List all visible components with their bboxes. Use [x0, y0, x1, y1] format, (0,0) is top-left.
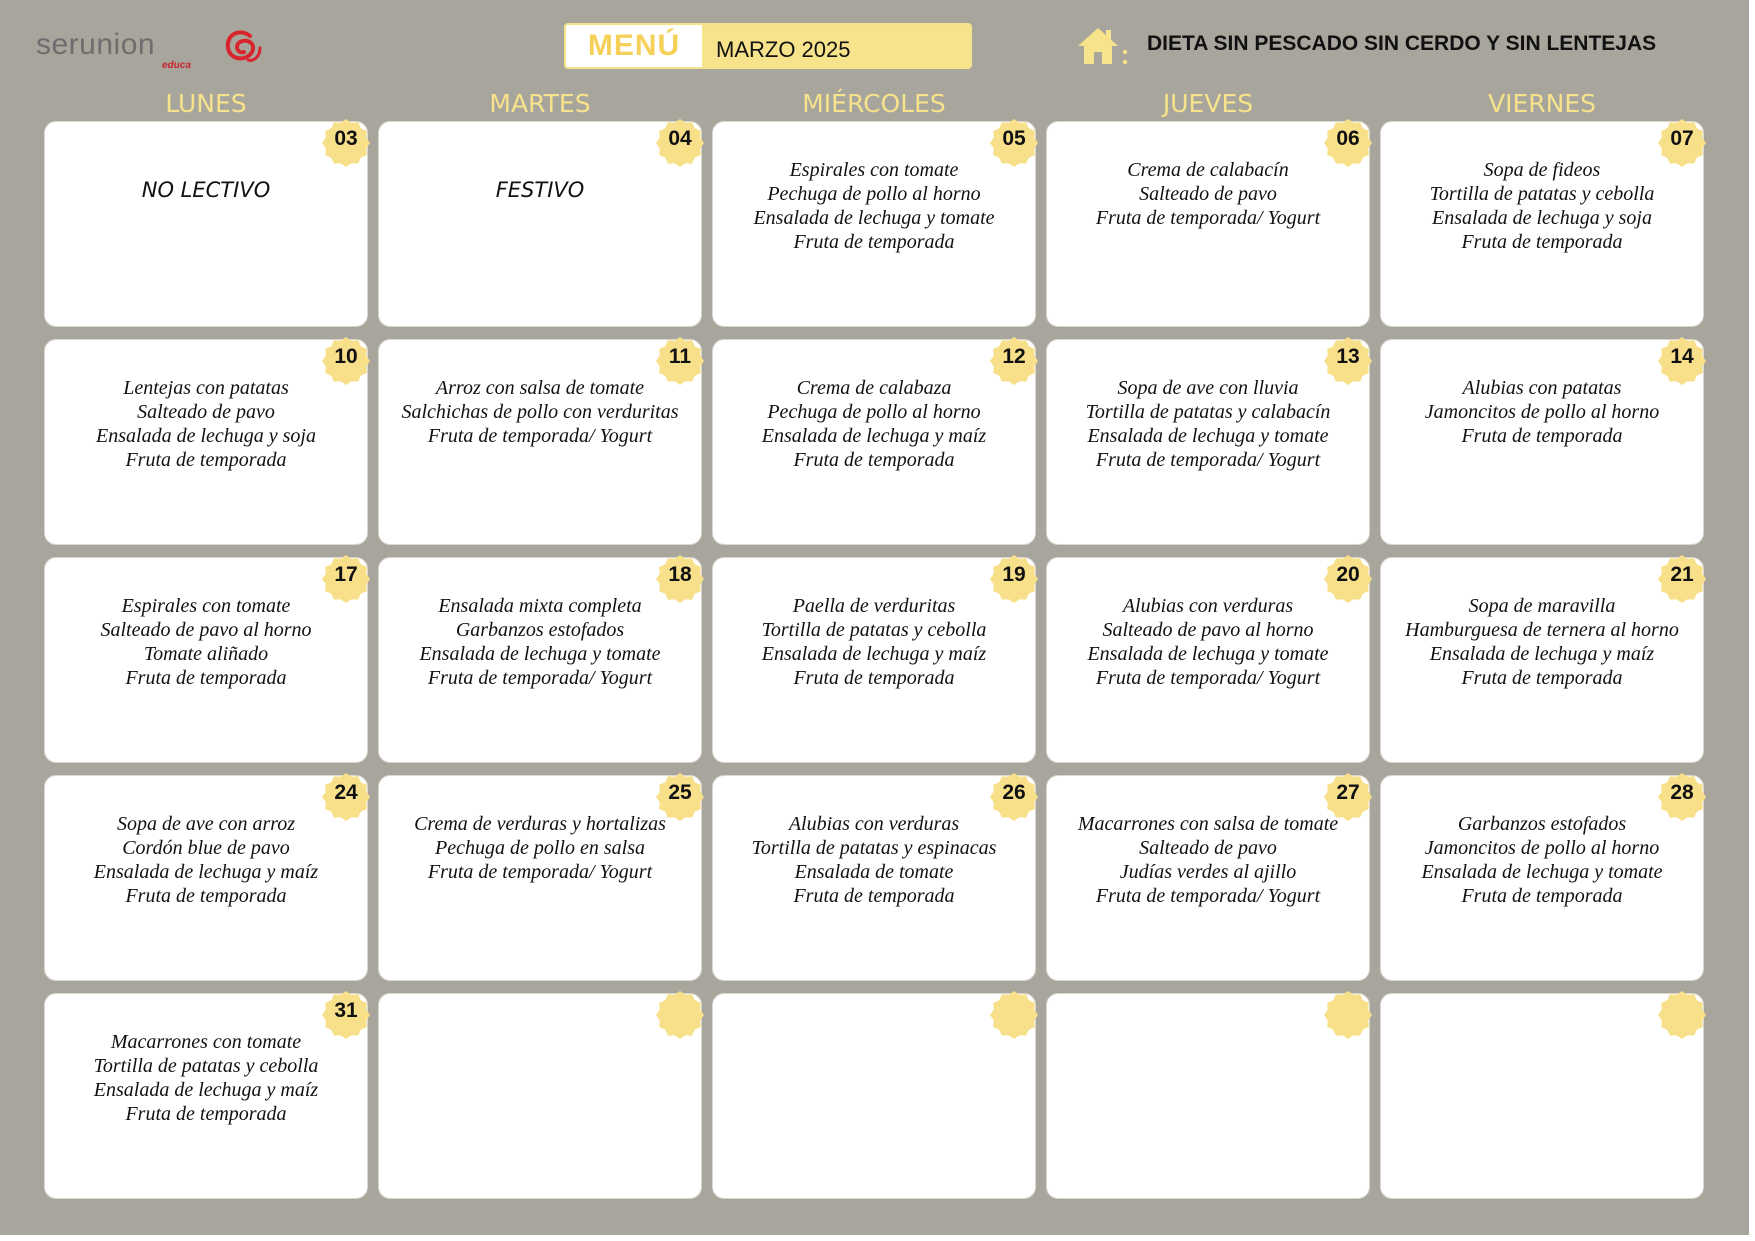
dish-item: Fruta de temporada: [793, 885, 955, 907]
dish-item: Fruta de temporada: [793, 667, 955, 689]
dish-item: Paella de verduritas: [792, 595, 956, 617]
dish-item: Ensalada de lechuga y maíz: [93, 861, 319, 883]
dish-item: Pechuga de pollo al horno: [767, 401, 981, 423]
dish-list: [713, 376, 1035, 472]
dish-item: Fruta de temporada/ Yogurt: [1095, 207, 1321, 229]
diet-title: DIETA SIN PESCADO SIN CERDO Y SIN LENTEJAS: [1147, 32, 1657, 55]
dish-list: [1047, 158, 1369, 230]
dish-item: Fruta de temporada/ Yogurt: [427, 861, 653, 883]
dish-item: Fruta de temporada: [1461, 667, 1623, 689]
dish-item: Garbanzos estofados: [1457, 813, 1627, 835]
day-cell: [712, 993, 1036, 1199]
day-number: 07: [1670, 127, 1694, 150]
dish-list: [713, 158, 1035, 254]
dish-item: Garbanzos estofados: [455, 619, 625, 641]
day-note: FESTIVO: [495, 178, 585, 202]
dish-item: Fruta de temporada/ Yogurt: [1095, 885, 1321, 907]
day-number: 10: [334, 345, 358, 368]
dish-item: Ensalada de tomate: [794, 861, 954, 883]
dish-item: Ensalada de lechuga y soja: [1432, 207, 1652, 229]
dish-item: Cordón blue de pavo: [122, 837, 290, 859]
day-cell: [1380, 557, 1704, 763]
dish-list: [45, 594, 367, 690]
dish-item: Crema de calabacín: [1127, 159, 1289, 181]
dish-list: [1047, 812, 1369, 908]
dish-list: [713, 594, 1035, 690]
day-cell: [378, 121, 702, 327]
day-cell: [1046, 775, 1370, 981]
dish-item: Tomate aliñado: [143, 643, 269, 665]
weekday-miercoles: MIÉRCOLES: [802, 89, 946, 118]
weekday-martes: MARTES: [489, 89, 591, 118]
dish-item: Ensalada mixta completa: [438, 595, 642, 617]
day-cell: [44, 993, 368, 1199]
dish-list: [45, 1030, 367, 1126]
dish-item: Crema de verduras y hortalizas: [414, 813, 666, 835]
dish-item: Sopa de ave con arroz: [116, 813, 296, 835]
weekday-viernes: VIERNES: [1487, 89, 1596, 118]
dish-item: Sopa de fideos: [1483, 159, 1601, 181]
day-cell: [712, 121, 1036, 327]
day-number: 14: [1670, 345, 1694, 368]
dish-item: Macarrones con tomate: [110, 1031, 302, 1053]
day-cell: [1046, 121, 1370, 327]
day-cell: [44, 121, 368, 327]
day-cell: [1046, 993, 1370, 1199]
dish-item: Sopa de maravilla: [1468, 595, 1616, 617]
dish-item: Tortilla de patatas y cebolla: [1429, 183, 1655, 205]
day-cell: [378, 339, 702, 545]
dish-item: Espirales con tomate: [789, 159, 959, 181]
day-number: 31: [334, 999, 358, 1022]
day-number: [1323, 990, 1373, 1040]
day-number: 17: [334, 563, 358, 586]
day-number: 13: [1336, 345, 1360, 368]
dish-list: [1381, 376, 1703, 448]
day-number: [989, 990, 1039, 1040]
day-number: 28: [1670, 781, 1694, 804]
day-number-badge: [1323, 990, 1373, 1040]
dish-item: Fruta de temporada/ Yogurt: [1095, 449, 1321, 471]
day-cell: [378, 775, 702, 981]
day-cell: [44, 339, 368, 545]
weekday-header-row: [44, 86, 1704, 122]
day-cell: [378, 993, 702, 1199]
day-number: 11: [668, 345, 692, 368]
dish-item: Fruta de temporada: [1461, 231, 1623, 253]
logo-wordmark: serunion: [36, 28, 156, 61]
home-icon: [1074, 24, 1130, 68]
dish-item: Macarrones con salsa de tomate: [1077, 813, 1339, 835]
day-cell: [1046, 557, 1370, 763]
day-number: 27: [1336, 781, 1360, 804]
day-cell: [44, 775, 368, 981]
dish-item: Fruta de temporada: [1461, 885, 1623, 907]
dish-item: Ensalada de lechuga y tomate: [1087, 425, 1329, 447]
dish-item: Salchichas de pollo con verduritas: [401, 401, 679, 423]
dish-list: [379, 812, 701, 884]
weekday-lunes: LUNES: [165, 89, 247, 118]
dish-item: Salteado de pavo al horno: [1102, 619, 1314, 641]
dish-item: Pechuga de pollo en salsa: [435, 837, 645, 859]
dish-item: Fruta de temporada: [1461, 425, 1623, 447]
logo-subtitle: educa: [162, 60, 191, 71]
dish-item: Tortilla de patatas y espinacas: [751, 837, 997, 859]
dish-list: [1381, 812, 1703, 908]
day-number: [655, 990, 705, 1040]
day-cell: [44, 557, 368, 763]
menu-month: MARZO 2025: [702, 25, 970, 67]
day-number-badge: [1657, 990, 1707, 1040]
day-number-badge: [989, 990, 1039, 1040]
day-number: 26: [1002, 781, 1026, 804]
dish-item: Fruta de temporada: [125, 449, 287, 471]
dish-item: Ensalada de lechuga y maíz: [1429, 643, 1655, 665]
dish-item: Alubias con verduras: [788, 813, 960, 835]
dish-item: Tortilla de patatas y calabacín: [1085, 401, 1331, 423]
dish-item: Ensalada de lechuga y tomate: [419, 643, 661, 665]
day-cell: [712, 557, 1036, 763]
dish-list: [45, 812, 367, 908]
dish-item: Fruta de temporada: [793, 449, 955, 471]
dish-list: [379, 594, 701, 690]
day-number: 04: [668, 127, 692, 150]
menu-label: MENÚ: [587, 29, 681, 62]
dish-item: Fruta de temporada/ Yogurt: [427, 667, 653, 689]
day-number-badge: [321, 118, 371, 168]
day-cell: [1046, 339, 1370, 545]
dish-item: Salteado de pavo: [1139, 837, 1277, 859]
dish-item: Fruta de temporada: [125, 885, 287, 907]
dish-list: [379, 376, 701, 448]
dish-list: [1047, 594, 1369, 690]
menu-title-box: [564, 23, 972, 69]
dish-list: [1381, 594, 1703, 690]
dish-item: Espirales con tomate: [121, 595, 291, 617]
dish-list: [713, 812, 1035, 908]
dish-item: Salteado de pavo: [1139, 183, 1277, 205]
day-cell: [1380, 775, 1704, 981]
dish-item: Fruta de temporada/ Yogurt: [427, 425, 653, 447]
dish-item: Fruta de temporada: [125, 1103, 287, 1125]
dish-item: Alubias con verduras: [1122, 595, 1294, 617]
dish-item: Fruta de temporada: [125, 667, 287, 689]
day-number: 18: [668, 563, 692, 586]
serunion-logo: [36, 22, 256, 72]
dish-item: Pechuga de pollo al horno: [767, 183, 981, 205]
day-number: 05: [1002, 127, 1026, 150]
dish-item: Crema de calabaza: [796, 377, 952, 399]
dish-item: Fruta de temporada: [793, 231, 955, 253]
dish-item: Ensalada de lechuga y maíz: [761, 425, 987, 447]
day-number: 24: [334, 781, 358, 804]
dish-item: Ensalada de lechuga y maíz: [93, 1079, 319, 1101]
dish-item: Lentejas con patatas: [123, 377, 289, 399]
day-number: 19: [1002, 563, 1026, 586]
dish-item: Ensalada de lechuga y soja: [96, 425, 316, 447]
dish-list: [1381, 158, 1703, 254]
day-number: 12: [1002, 345, 1026, 368]
dish-item: Ensalada de lechuga y tomate: [1421, 861, 1663, 883]
weekday-jueves: JUEVES: [1162, 89, 1254, 118]
day-cell: [378, 557, 702, 763]
day-number-badge: [655, 118, 705, 168]
day-number: 25: [668, 781, 692, 804]
day-number: [1657, 990, 1707, 1040]
day-number: 20: [1336, 563, 1360, 586]
day-cell: [712, 339, 1036, 545]
dish-item: Ensalada de lechuga y tomate: [1087, 643, 1329, 665]
dish-list: [45, 376, 367, 472]
dish-item: Sopa de ave con lluvia: [1117, 377, 1299, 399]
day-number: 06: [1336, 127, 1360, 150]
day-number: 21: [1670, 563, 1694, 586]
day-cell: [1380, 339, 1704, 545]
day-cell: [1380, 993, 1704, 1199]
dish-item: Salteado de pavo: [137, 401, 275, 423]
dish-item: Ensalada de lechuga y maíz: [761, 643, 987, 665]
dish-item: Tortilla de patatas y cebolla: [761, 619, 987, 641]
day-cell: [1380, 121, 1704, 327]
day-note: NO LECTIVO: [141, 178, 271, 202]
dish-list: [1047, 376, 1369, 472]
dish-item: Jamoncitos de pollo al horno: [1424, 837, 1660, 859]
dish-item: Ensalada de lechuga y tomate: [753, 207, 995, 229]
dish-item: Fruta de temporada/ Yogurt: [1095, 667, 1321, 689]
dish-item: Alubias con patatas: [1462, 377, 1622, 399]
dish-item: Tortilla de patatas y cebolla: [93, 1055, 319, 1077]
dish-item: Hamburguesa de ternera al horno: [1405, 619, 1679, 641]
dish-item: Arroz con salsa de tomate: [435, 377, 645, 399]
day-number-badge: [655, 990, 705, 1040]
day-cell: [712, 775, 1036, 981]
dish-item: Jamoncitos de pollo al horno: [1424, 401, 1660, 423]
dish-item: Judías verdes al ajillo: [1119, 861, 1297, 883]
logo-swirl-icon: [220, 26, 262, 68]
dish-item: Salteado de pavo al horno: [100, 619, 312, 641]
day-number: 03: [334, 127, 358, 150]
